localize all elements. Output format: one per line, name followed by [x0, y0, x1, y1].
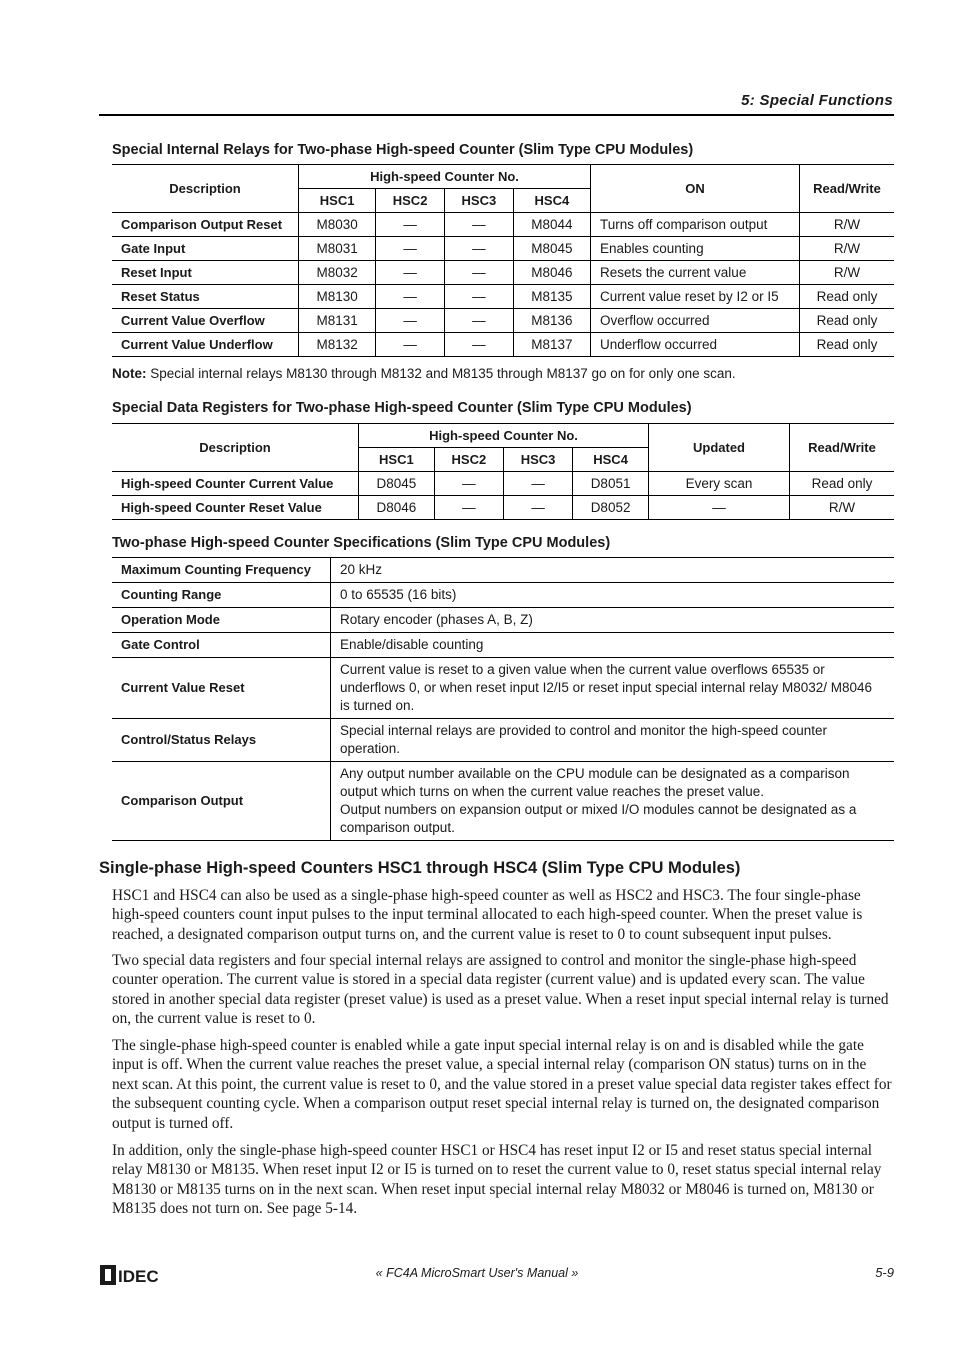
hsc3-cell: —: [444, 285, 513, 309]
relays-col-hsc1: HSC1: [299, 189, 376, 213]
spec-value: Special internal relays are provided to control and monitor the high-speed counter operation.: [331, 719, 895, 762]
relays-note: [112, 366, 736, 381]
spec-key: Control/Status Relays: [112, 719, 331, 762]
registers-table: [112, 423, 894, 520]
hsc4-cell: M8045: [513, 237, 590, 261]
spec-value: Rotary encoder (phases A, B, Z): [331, 608, 895, 633]
hsc1-cell: M8131: [299, 309, 376, 333]
rw-cell: R/W: [800, 261, 895, 285]
row-description: Reset Input: [112, 261, 299, 285]
rw-cell: Read only: [800, 309, 895, 333]
hsc3-cell: —: [503, 472, 572, 496]
on-cell: Overflow occurred: [591, 309, 800, 333]
hsc2-cell: —: [376, 237, 445, 261]
hsc4-cell: D8052: [573, 496, 649, 520]
table-row: [112, 333, 894, 357]
hsc4-cell: M8136: [513, 309, 590, 333]
hsc3-cell: —: [444, 333, 513, 357]
note-label: Note:: [112, 366, 147, 381]
hsc2-cell: —: [434, 472, 503, 496]
hsc4-cell: M8046: [513, 261, 590, 285]
table-row: [112, 608, 894, 633]
table-row: [112, 583, 894, 608]
hsc2-cell: —: [376, 309, 445, 333]
on-cell: Underflow occurred: [591, 333, 800, 357]
table-row: [112, 213, 894, 237]
registers-col-group: High-speed Counter No.: [359, 424, 649, 448]
row-description: Gate Input: [112, 237, 299, 261]
table-row: [112, 496, 894, 520]
hsc3-cell: —: [444, 309, 513, 333]
hsc4-cell: M8137: [513, 333, 590, 357]
spec-value-line: Any output number available on the CPU module can be designated as a comparison output which turns on when the current value reaches the preset value.: [340, 766, 850, 799]
rw-cell: Read only: [800, 333, 895, 357]
row-description: Comparison Output Reset: [112, 213, 299, 237]
spec-table-title: Two-phase High-speed Counter Specifications (Slim Type CPU Modules): [112, 535, 611, 551]
logo-text: IDEC: [118, 1267, 159, 1286]
hsc1-cell: M8132: [299, 333, 376, 357]
hsc4-cell: M8044: [513, 213, 590, 237]
registers-table-title: Special Data Registers for Two-phase High-speed Counter (Slim Type CPU Modules): [112, 400, 692, 416]
registers-col-description: Description: [112, 424, 359, 472]
hsc1-cell: D8046: [359, 496, 435, 520]
table-row: [112, 558, 894, 583]
table-row: [112, 762, 894, 841]
table-row: [112, 261, 894, 285]
table-row: [112, 285, 894, 309]
on-cell: Enables counting: [591, 237, 800, 261]
spec-value: 0 to 65535 (16 bits): [331, 583, 895, 608]
updated-cell: Every scan: [649, 472, 790, 496]
page-number: 5-9: [875, 1265, 894, 1280]
row-description: High-speed Counter Current Value: [112, 472, 359, 496]
row-description: High-speed Counter Reset Value: [112, 496, 359, 520]
manual-title: « FC4A MicroSmart User's Manual »: [375, 1266, 579, 1280]
relays-col-hsc4: HSC4: [513, 189, 590, 213]
spec-value-line: Output numbers on expansion output or mixed I/O modules cannot be designated as a comparison output.: [340, 802, 857, 835]
registers-col-rw: Read/Write: [790, 424, 895, 472]
on-cell: Resets the current value: [591, 261, 800, 285]
hsc2-cell: —: [376, 261, 445, 285]
note-text: Special internal relays M8130 through M8132 and M8135 through M8137 go on for only one scan.: [146, 366, 736, 381]
spec-value: [331, 762, 895, 841]
spec-key: Maximum Counting Frequency: [112, 558, 331, 583]
relays-table: [112, 164, 894, 357]
hsc2-cell: —: [376, 333, 445, 357]
relays-col-hsc3: HSC3: [444, 189, 513, 213]
single-phase-title: Single-phase High-speed Counters HSC1 through HSC4 (Slim Type CPU Modules): [99, 859, 741, 877]
hsc3-cell: —: [444, 237, 513, 261]
registers-col-updated: Updated: [649, 424, 790, 472]
spec-table: [112, 557, 894, 841]
hsc1-cell: D8045: [359, 472, 435, 496]
hsc4-cell: M8135: [513, 285, 590, 309]
hsc1-cell: M8030: [299, 213, 376, 237]
header-rule: [99, 114, 894, 116]
updated-cell: —: [649, 496, 790, 520]
rw-cell: Read only: [790, 472, 895, 496]
paragraph: The single-phase high-speed counter is enabled while a gate input special internal relay is on and is disabled while the gate input is off. When the current value reaches the preset value, a special internal relay (comparison ON status) turns on in the next scan. At this point, the current value is reset to 0, and the value stored in a preset value special data register takes effect for the subsequent counting cycle. When a comparison output reset special internal relay is turned on, the designated comparison output is turned off.: [112, 1037, 892, 1132]
rw-cell: R/W: [790, 496, 895, 520]
hsc2-cell: —: [376, 285, 445, 309]
registers-col-hsc4: HSC4: [573, 448, 649, 472]
chapter-title: 5: Special Functions: [741, 92, 893, 109]
on-cell: Turns off comparison output: [591, 213, 800, 237]
row-description: Current Value Underflow: [112, 333, 299, 357]
row-description: Current Value Overflow: [112, 309, 299, 333]
row-description: Reset Status: [112, 285, 299, 309]
rw-cell: R/W: [800, 237, 895, 261]
rw-cell: R/W: [800, 213, 895, 237]
table-row: [112, 658, 894, 719]
paragraph: In addition, only the single-phase high-speed counter HSC1 or HSC4 has reset input I2 or I5 and reset status special internal relay M8130 or M8135. When reset input I2 or I5 is turned on to reset the current value to 0, reset status special internal relay M8130 or M8135 turns on in the next scan. When reset input special internal relay M8032 or M8046 is turned on, M8130 or M8135 does not turn on. See page 5-14.: [112, 1142, 882, 1218]
hsc3-cell: —: [444, 261, 513, 285]
table-row: [112, 633, 894, 658]
hsc2-cell: —: [434, 496, 503, 520]
table-row: [112, 719, 894, 762]
spec-value: Current value is reset to a given value when the current value overflows 65535 or underflows 0, or when reset input I2/I5 or reset input special internal relay M8032/ M8046 is turned on.: [331, 658, 895, 719]
registers-col-hsc3: HSC3: [503, 448, 572, 472]
spec-value: 20 kHz: [331, 558, 895, 583]
hsc4-cell: D8051: [573, 472, 649, 496]
registers-col-hsc2: HSC2: [434, 448, 503, 472]
rw-cell: Read only: [800, 285, 895, 309]
registers-col-hsc1: HSC1: [359, 448, 435, 472]
relays-col-group: High-speed Counter No.: [299, 165, 591, 189]
hsc1-cell: M8031: [299, 237, 376, 261]
spec-key: Gate Control: [112, 633, 331, 658]
relays-col-on: ON: [591, 165, 800, 213]
relays-table-title: Special Internal Relays for Two-phase High-speed Counter (Slim Type CPU Modules): [112, 142, 694, 158]
hsc3-cell: —: [444, 213, 513, 237]
hsc1-cell: M8130: [299, 285, 376, 309]
spec-key: Current Value Reset: [112, 658, 331, 719]
paragraph: HSC1 and HSC4 can also be used as a single-phase high-speed counter as well as HSC2 and HSC3. The four single-phase high-speed counters count input pulses to the input terminal allocated to each high-speed counter. When the preset value is reached, a designated comparison output turns on, and the current value is reset to 0 to count subsequent input pulses.: [112, 887, 863, 943]
relays-col-hsc2: HSC2: [376, 189, 445, 213]
spec-value: Enable/disable counting: [331, 633, 895, 658]
paragraph: Two special data registers and four special internal relays are assigned to control and monitor the single-phase high-speed counter operation. The current value is stored in a special data register (current value) and is updated every scan. The value stored in another special data register (preset value) is used as a preset value. When a reset input special internal relay is turned on, the current value is reset to 0.: [112, 952, 889, 1028]
spec-key: Comparison Output: [112, 762, 331, 841]
spec-key: Operation Mode: [112, 608, 331, 633]
relays-col-rw: Read/Write: [800, 165, 895, 213]
spec-key: Counting Range: [112, 583, 331, 608]
hsc2-cell: —: [376, 213, 445, 237]
hsc3-cell: —: [503, 496, 572, 520]
table-row: [112, 309, 894, 333]
table-row: [112, 472, 894, 496]
hsc1-cell: M8032: [299, 261, 376, 285]
on-cell: Current value reset by I2 or I5: [591, 285, 800, 309]
table-row: [112, 237, 894, 261]
relays-col-description: Description: [112, 165, 299, 213]
